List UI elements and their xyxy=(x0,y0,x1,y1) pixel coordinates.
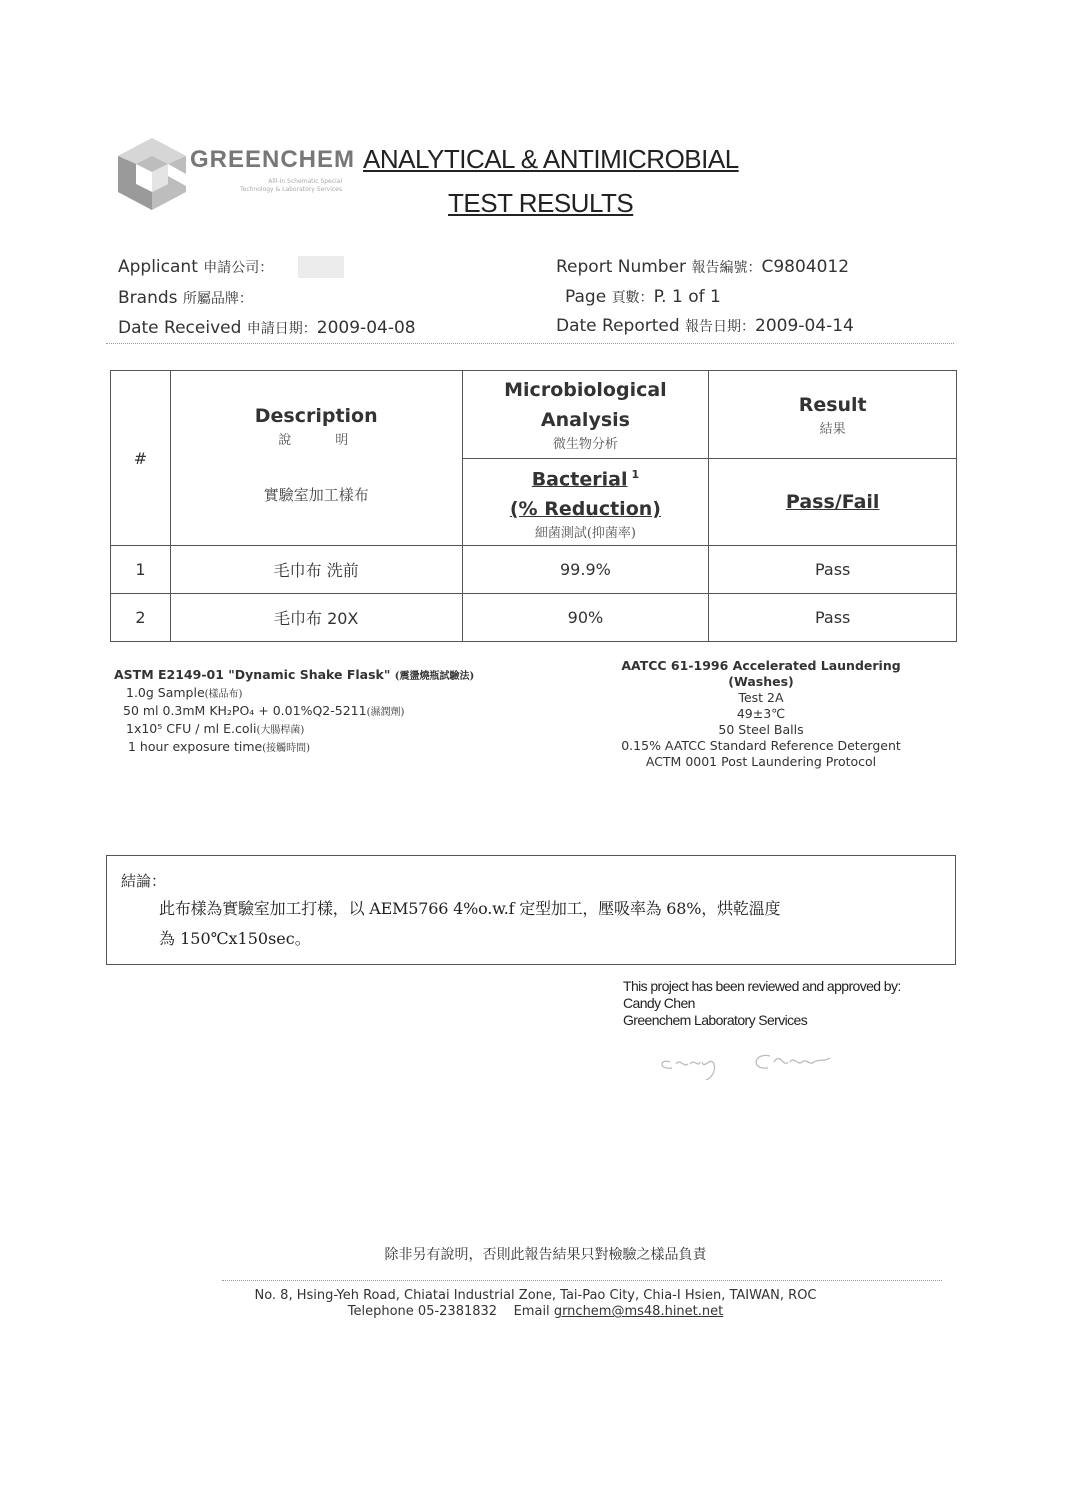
col-bacterial-header: Bacterial $^1$ (% Reduction) 細菌測試(抑菌率) xyxy=(462,459,709,546)
company-tagline: Alll-In Schematic Special Technology & Laboratory Services xyxy=(240,178,342,193)
conclusion-box xyxy=(106,855,956,965)
redacted-applicant xyxy=(298,256,344,278)
conclusion-label: 結論： xyxy=(121,872,167,890)
col-micro-header: Microbiological Analysis 微生物分析 xyxy=(462,371,709,459)
document-title-line1: ANALYTICAL & ANTIMICROBIAL xyxy=(363,144,739,174)
footer-contact: Telephone 05-2381832 Email grnchem@ms48.hinet.net xyxy=(347,1304,724,1319)
email-link[interactable]: grnchem@ms48.hinet.net xyxy=(553,1304,724,1319)
method-right: AATCC 61-1996 Accelerated Laundering (Washes) Test 2A 49±3℃ 50 Steel Balls 0.15% AATCC Standard Reference Detergent ACTM 0001 Post Laundering Protocol xyxy=(621,658,901,769)
col-description-header: Description 說 明 實驗室加工樣布 xyxy=(170,371,462,546)
approval-block: This project has been reviewed and approved by: Candy Chen Greenchem Laboratory Services xyxy=(623,978,901,1028)
table-row: 2 毛巾布 20X 90% Pass xyxy=(111,594,957,642)
table-row: 1 毛巾布 洗前 99.9% Pass xyxy=(111,546,957,594)
page-field: Page 頁數：P. 1 of 1 xyxy=(565,287,721,307)
method-left: ASTM E2149-01 "Dynamic Shake Flask" (震盪燒瓶試驗法) 1.0g Sample(樣品布) 50 ml 0.3mM KH₂PO₄ + 0.01%Q2-5211(濕潤劑) 1x10⁵ CFU / ml E.coli(大腸桿菌) 1 hour exposure time(接觸時間) xyxy=(114,667,475,754)
report-number-field: Report Number 報告編號：C9804012 xyxy=(556,257,850,277)
company-logo-icon xyxy=(116,136,188,212)
applicant-field: Applicant 申請公司： xyxy=(118,257,274,277)
footer-address: No. 8, Hsing-Yeh Road, Chiatai Industrial Zone, Tai-Pao City, Chia-I Hsien, TAIWAN, ROC xyxy=(254,1288,817,1303)
company-name: GREENCHEM xyxy=(190,146,356,173)
date-received-field: Date Received 申請日期：2009-04-08 xyxy=(118,318,416,338)
conclusion-line2: 為 150℃x150sec。 xyxy=(159,929,311,948)
results-table xyxy=(110,370,957,642)
conclusion-line1: 此布樣為實驗室加工打樣，以 AEM5766 4%o.w.f 定型加工，壓吸率為 68%，烘乾溫度 xyxy=(159,899,781,918)
col-passfail-header: Pass/Fail xyxy=(709,459,957,546)
disclaimer: 除非另有說明，否則此報告結果只對檢驗之樣品負責 xyxy=(384,1247,707,1263)
col-number-header: # xyxy=(111,371,171,546)
document-title-line2: TEST RESULTS xyxy=(448,188,634,218)
footer-divider xyxy=(222,1280,942,1281)
brands-field: Brands 所屬品牌： xyxy=(118,288,253,308)
date-reported-field: Date Reported 報告日期：2009-04-14 xyxy=(556,316,854,336)
col-result-header: Result 結果 xyxy=(709,371,957,459)
divider xyxy=(106,343,954,344)
signature-icon xyxy=(650,1040,890,1080)
